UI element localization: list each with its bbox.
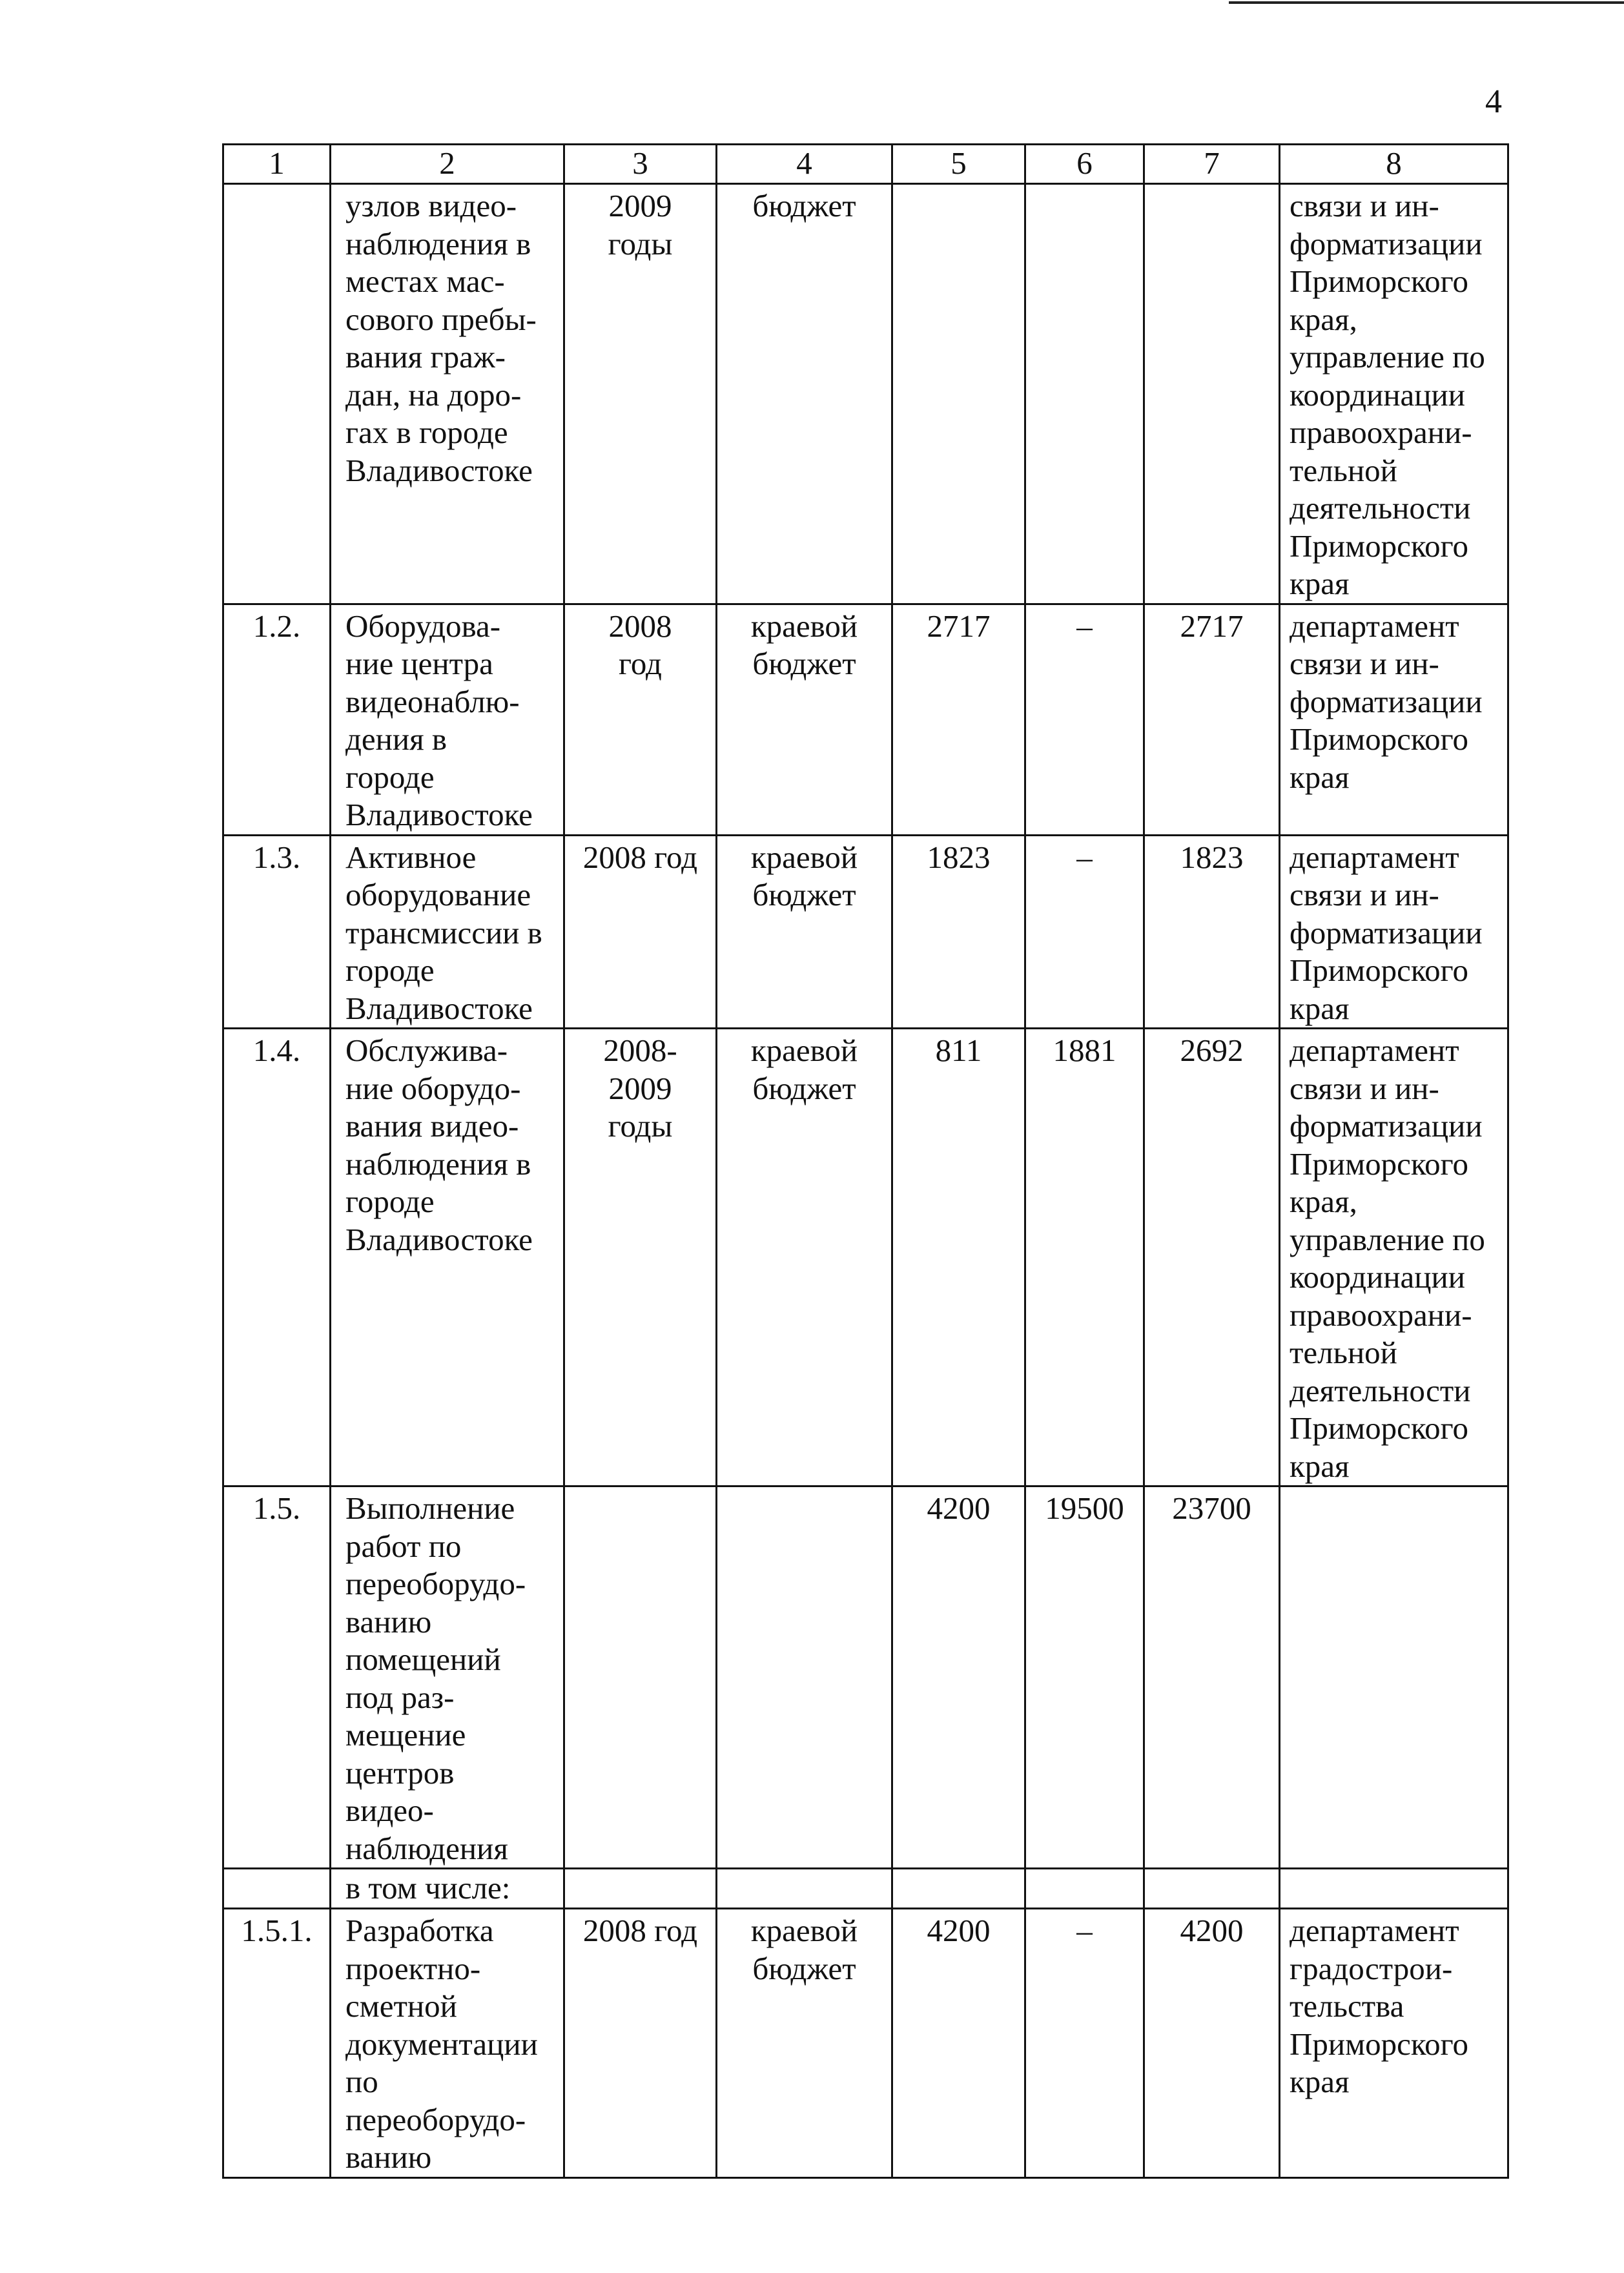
amount-col5-cell: 811 [892,1029,1025,1486]
amount-total-cell: 2717 [1144,604,1280,835]
table-row [223,1029,1508,1486]
amount-total-cell: 2692 [1144,1029,1280,1486]
period-cell: 2008 год [564,1909,717,2178]
amount-col5-cell [892,184,1025,604]
amount-col6-cell: 19500 [1025,1486,1144,1869]
row-number-cell: 1.2. [223,604,331,835]
amount-col5-cell [892,1869,1025,1909]
measure-name-cell: Разработка проектно- сметной документации по переоборудо- ванию [331,1909,564,2178]
executor-cell: департамент связи и ин- форматизации Приморского края, управление по координации правоохрани- тельной деятельности Приморского края [1280,1029,1508,1486]
header-cell: 4 [717,145,892,184]
period-cell [564,1486,717,1869]
header-cell: 8 [1280,145,1508,184]
funding-source-cell: краевой бюджет [717,604,892,835]
table-row [223,604,1508,835]
amount-total-cell: 4200 [1144,1909,1280,2178]
table-row [223,1486,1508,1869]
executor-cell [1280,1486,1508,1869]
header-cell: 7 [1144,145,1280,184]
funding-source-cell: краевой бюджет [717,1909,892,2178]
period-cell: 2008 год [564,604,717,835]
amount-col6-cell: – [1025,1909,1144,2178]
measure-name-cell: Обслужива- ние оборудо- вания видео- наблюдения в городе Владивостоке [331,1029,564,1486]
period-cell: 2009 годы [564,184,717,604]
table-row [223,1909,1508,2178]
executor-cell: департамент связи и ин- форматизации Приморского края [1280,835,1508,1029]
table-row [223,835,1508,1029]
top-rule [1229,1,1624,4]
amount-col6-cell: – [1025,604,1144,835]
amount-total-cell [1144,184,1280,604]
amount-total-cell: 23700 [1144,1486,1280,1869]
header-cell: 3 [564,145,717,184]
header-cell: 2 [331,145,564,184]
period-cell: 2008 год [564,835,717,1029]
amount-col5-cell: 2717 [892,604,1025,835]
program-table [222,143,1509,2179]
measure-name-cell: Активное оборудование трансмиссии в городе Владивостоке [331,835,564,1029]
row-number-cell: 1.5.1. [223,1909,331,2178]
funding-source-cell: краевой бюджет [717,835,892,1029]
page-number: 4 [1485,83,1502,120]
executor-cell: департамент градострои- тельства Приморского края [1280,1909,1508,2178]
amount-col5-cell: 1823 [892,835,1025,1029]
measure-name-cell: в том числе: [331,1869,564,1909]
funding-source-cell: бюджет [717,184,892,604]
executor-cell: связи и ин- форматизации Приморского края, управление по координации правоохрани- тельной деятельности Приморского края [1280,184,1508,604]
amount-col6-cell [1025,1869,1144,1909]
measure-name-cell: Оборудова- ние центра видеонаблю- дения в городе Владивостоке [331,604,564,835]
amount-col6-cell: 1881 [1025,1029,1144,1486]
funding-source-cell: краевой бюджет [717,1029,892,1486]
row-number-cell [223,1869,331,1909]
row-number-cell: 1.5. [223,1486,331,1869]
amount-col5-cell: 4200 [892,1486,1025,1869]
row-number-cell: 1.3. [223,835,331,1029]
amount-total-cell [1144,1869,1280,1909]
measure-name-cell: Выполнение работ по переоборудо- ванию помещений под раз- мещение центров видео- наблюдения [331,1486,564,1869]
header-cell: 5 [892,145,1025,184]
table-row [223,1869,1508,1909]
row-number-cell: 1.4. [223,1029,331,1486]
amount-col6-cell: – [1025,835,1144,1029]
funding-source-cell [717,1486,892,1869]
header-cell: 1 [223,145,331,184]
measure-name-cell: узлов видео- наблюдения в местах мас- сового пребы- вания граж- дан, на доро- гах в городе Владивостоке [331,184,564,604]
period-cell [564,1869,717,1909]
header-cell: 6 [1025,145,1144,184]
period-cell: 2008- 2009 годы [564,1029,717,1486]
amount-col6-cell [1025,184,1144,604]
row-number-cell [223,184,331,604]
executor-cell [1280,1869,1508,1909]
executor-cell: департамент связи и ин- форматизации Приморского края [1280,604,1508,835]
funding-source-cell [717,1869,892,1909]
amount-col5-cell: 4200 [892,1909,1025,2178]
amount-total-cell: 1823 [1144,835,1280,1029]
header-row [223,145,1508,184]
table-row [223,184,1508,604]
